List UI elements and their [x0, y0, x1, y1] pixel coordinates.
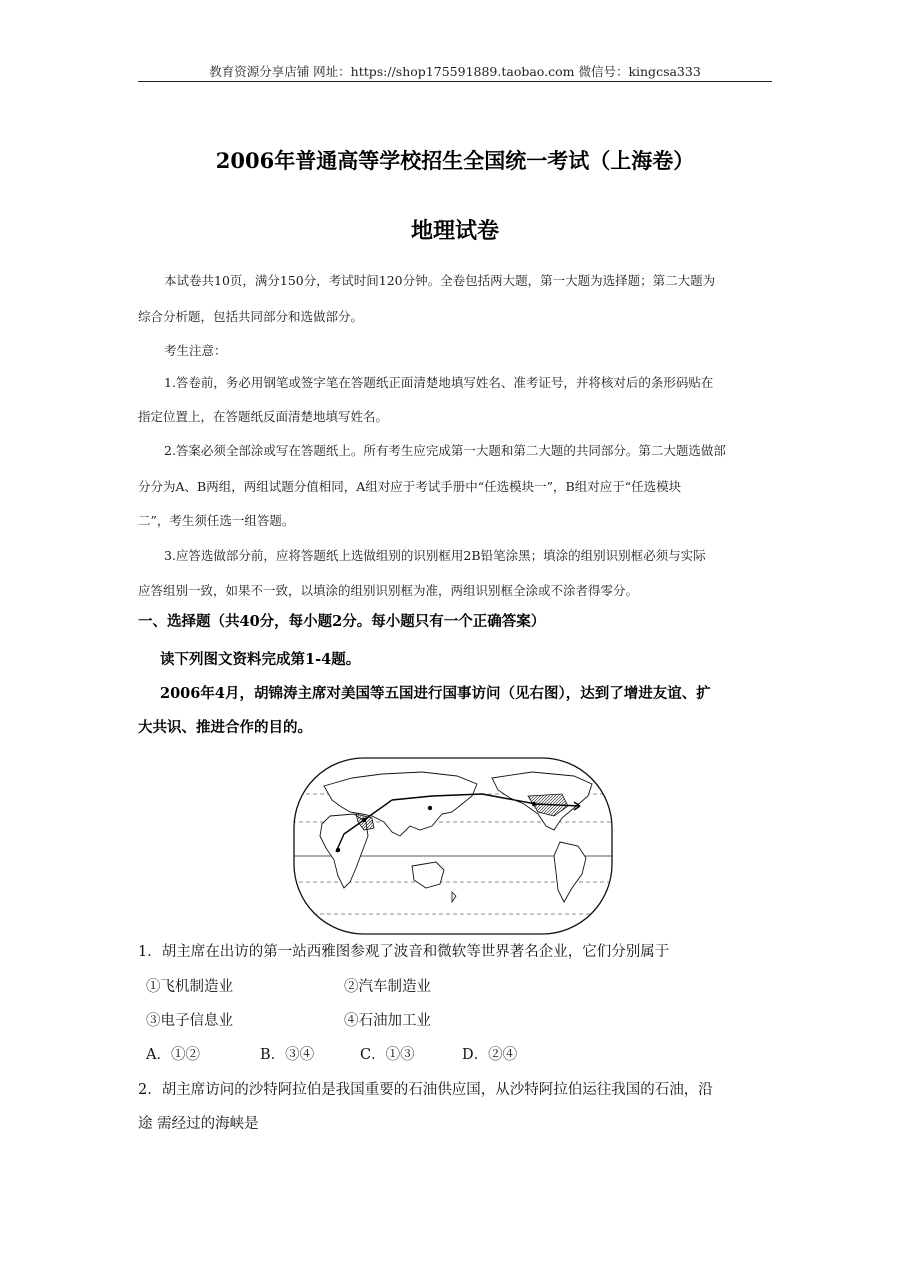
section-1-lead: 读下列图文资料完成第1-4题。 [160, 651, 361, 668]
note-1-line-1: 1.答卷前，务必用钢笔或签字笔在答题纸正面清楚地填写姓名、准考证号，并将核对后的条形码贴在 [164, 375, 714, 390]
q1-item-1: ①飞机制造业 [146, 979, 233, 995]
q1-item-4: ④石油加工业 [344, 1013, 431, 1029]
note-2-line-2: 分分为A、B两组，两组试题分值相同，A组对应于考试手册中“任选模块一”，B组对应于“任选模块 [138, 479, 682, 494]
q1-choice-d: D．②④ [462, 1047, 518, 1063]
q1-item-2: ②汽车制造业 [344, 979, 431, 995]
notice-label: 考生注意： [164, 343, 227, 358]
intro-line-1: 本试卷共10页，满分150分，考试时间120分钟。全卷包括两大题，第一大题为选择题；第二大题为 [164, 273, 716, 288]
note-2-line-1: 2.答案必须全部涂或写在答题纸上。所有考生应完成第一大题和第二大题的共同部分。第二大题选做部 [164, 443, 726, 458]
riyadh-marker [362, 818, 366, 822]
question-1-stem: 1．胡主席在出访的第一站西雅图参观了波音和微软等世界著名企业，它们分别属于 [138, 944, 670, 960]
note-1-line-2: 指定位置上，在答题纸反面清楚地填写姓名。 [138, 409, 389, 424]
page-header: 教育资源分享店铺 网址：https://shop175591889.taobao.com 微信号：kingcsa333 [209, 64, 701, 79]
note-2-line-3: 二”，考生须任选一组答题。 [138, 513, 295, 528]
q1-choice-b: B．③④ [260, 1047, 315, 1063]
note-3-line-1: 3.应答选做部分前，应将答题纸上选做组别的识别框用2B铅笔涂黑；填涂的组别识别框必须与实际 [164, 548, 706, 563]
section-1-para-line-1: 2006年4月，胡锦涛主席对美国等五国进行国事访问（见右图），达到了增进友谊、扩 [160, 685, 711, 702]
question-2-line-2: 途 需经过的海峡是 [138, 1116, 259, 1132]
seattle-marker [532, 802, 536, 806]
exam-title: 2006年普通高等学校招生全国统一考试（上海卷） [215, 148, 695, 173]
q1-choice-c: C．①③ [360, 1047, 415, 1063]
note-3-line-2: 应答组别一致，如果不一致，以填涂的组别识别框为准，两组识别框全涂或不涂者得零分。 [138, 583, 639, 598]
section-1-para-line-2: 大共识、推进合作的目的。 [138, 719, 312, 736]
world-map-figure [292, 756, 614, 936]
question-2-line-1: 2．胡主席访问的沙特阿拉伯是我国重要的石油供应国，从沙特阿拉伯运往我国的石油，沿 [138, 1082, 713, 1098]
section-1-heading: 一、选择题（共40分，每小题2分。每小题只有一个正确答案） [138, 613, 546, 630]
beijing-marker [428, 806, 432, 810]
nigeria-marker [336, 848, 340, 852]
header-rule [138, 81, 772, 82]
exam-subtitle: 地理试卷 [410, 218, 499, 244]
intro-line-2: 综合分析题，包括共同部分和选做部分。 [138, 309, 364, 324]
q1-item-3: ③电子信息业 [146, 1013, 233, 1029]
q1-choice-a: A．①② [146, 1047, 200, 1063]
